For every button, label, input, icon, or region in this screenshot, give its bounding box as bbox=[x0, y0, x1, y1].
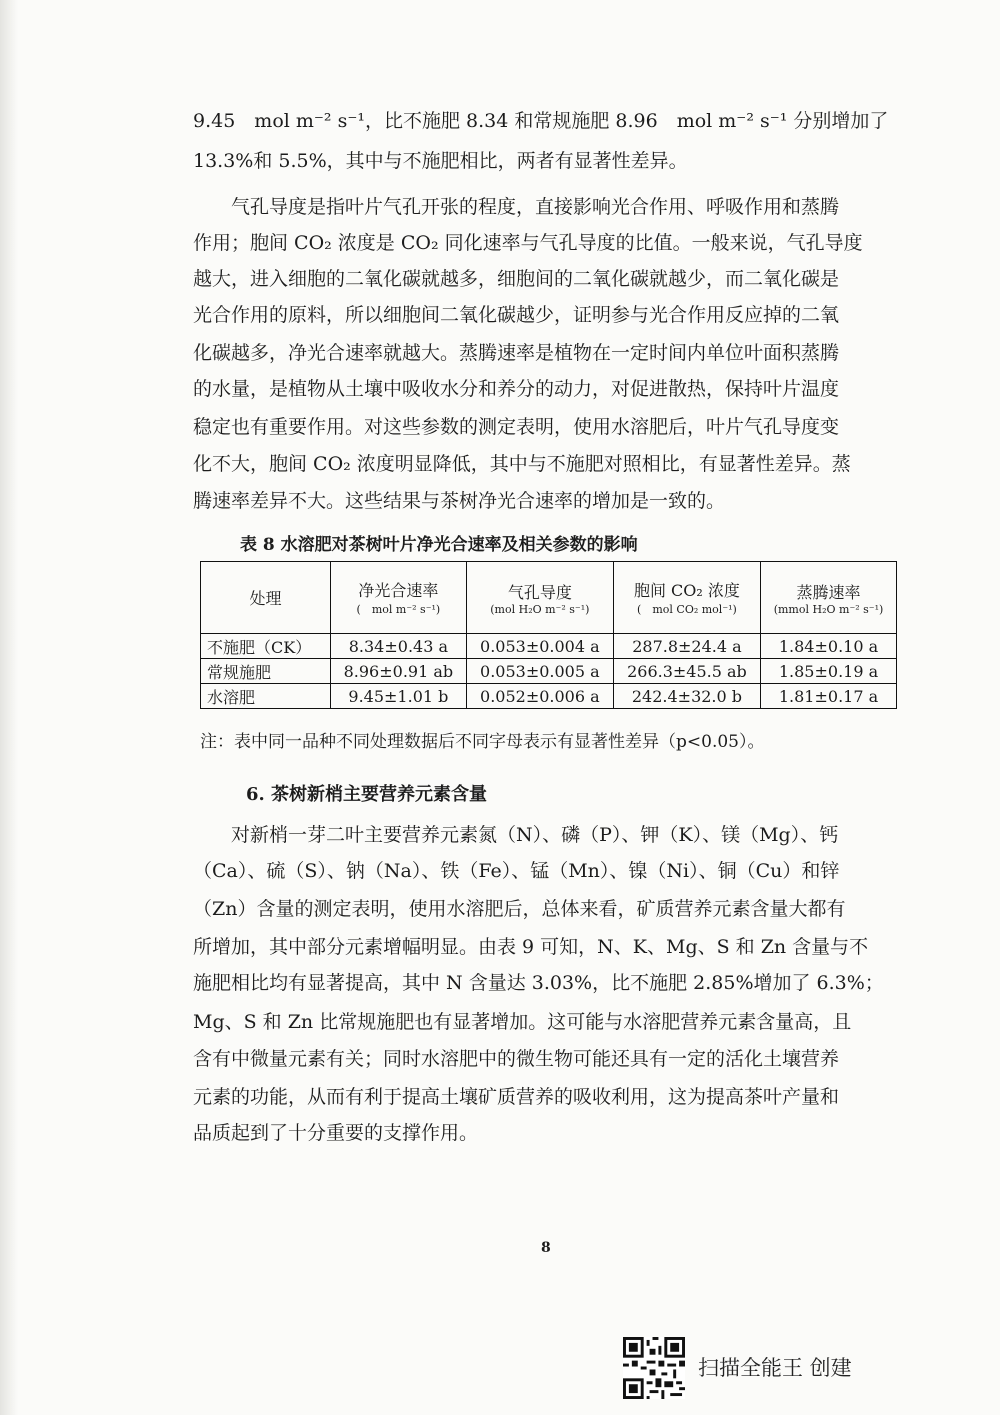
table-cell: 242.4±32.0 b bbox=[613, 684, 760, 709]
scanner-watermark: 扫描全能王 创建 bbox=[698, 1356, 852, 1380]
text-line: 化碳越多，净光合速率就越大。蒸腾速率是植物在一定时间内单位叶面积蒸腾 bbox=[193, 342, 840, 364]
section-heading: 6. 茶树新梢主要营养元素含量 bbox=[246, 784, 488, 805]
text-line: （Ca）、硫（S）、钠（Na）、铁（Fe）、锰（Mn）、镍（Ni）、铜（Cu）和锌 bbox=[193, 860, 840, 882]
table-cell: 不施肥（CK） bbox=[201, 634, 331, 659]
table-row bbox=[201, 634, 897, 659]
text-line: 所增加，其中部分元素增幅明显。由表 9 可知，N、K、Mg、S 和 Zn 含量与不 bbox=[193, 936, 869, 958]
header-label: 处理 bbox=[249, 589, 282, 608]
table-cell: 266.3±45.5 ab bbox=[613, 659, 760, 684]
header-label: 蒸腾速率 bbox=[796, 582, 861, 602]
text-line: 作用；胞间 CO₂ 浓度是 CO₂ 同化速率与气孔导度的比值。一般来说，气孔导度 bbox=[193, 232, 863, 254]
table-row bbox=[201, 659, 897, 684]
table-cell: 水溶肥 bbox=[201, 684, 331, 709]
text-line: 的水量，是植物从土壤中吸收水分和养分的动力，对促进散热，保持叶片温度 bbox=[193, 378, 840, 400]
table-caption: 表 8 水溶肥对茶树叶片净光合速率及相关参数的影响 bbox=[240, 535, 638, 555]
table-cell: 0.052±0.006 a bbox=[466, 684, 613, 709]
text-line: 品质起到了十分重要的支撑作用。 bbox=[193, 1122, 479, 1144]
table-cell: 9.45±1.01 b bbox=[330, 684, 466, 709]
text-line: （Zn）含量的测定表明，使用水溶肥后，总体来看，矿质营养元素含量大都有 bbox=[193, 898, 846, 920]
table-cell: 1.81±0.17 a bbox=[761, 684, 897, 709]
header-cell bbox=[330, 562, 466, 634]
header-unit: (mol H₂O m⁻² s⁻¹) bbox=[490, 602, 590, 616]
text-line: 腾速率差异不大。这些结果与茶树净光合速率的增加是一致的。 bbox=[193, 490, 726, 512]
text-line: 对新梢一芽二叶主要营养元素氮（N）、磷（P）、钾（K）、镁（Mg）、钙 bbox=[193, 824, 839, 846]
table-cell: 287.8±24.4 a bbox=[613, 634, 760, 659]
header-cell bbox=[613, 562, 760, 634]
table-note: 注：表中同一品种不同处理数据后不同字母表示有显著性差异（p<0.05）。 bbox=[200, 732, 765, 752]
header-cell bbox=[761, 562, 897, 634]
table-cell: 1.85±0.19 a bbox=[761, 659, 897, 684]
text-line: 化不大，胞间 CO₂ 浓度明显降低，其中与不施肥对照相比，有显著性差异。蒸 bbox=[193, 453, 851, 475]
table-cell: 0.053±0.004 a bbox=[466, 634, 613, 659]
text-line: 光合作用的原料，所以细胞间二氧化碳越少，证明参与光合作用反应掉的二氧 bbox=[193, 304, 840, 326]
table-cell: 常规施肥 bbox=[201, 659, 331, 684]
header-cell bbox=[466, 562, 613, 634]
text-line: 含有中微量元素有关；同时水溶肥中的微生物可能还具有一定的活化土壤营养 bbox=[193, 1048, 840, 1070]
table-header-row bbox=[201, 562, 897, 634]
text-line: 9.45 mol m⁻² s⁻¹，比不施肥 8.34 和常规施肥 8.96 mol m⁻² s⁻¹ 分别增加了 bbox=[193, 110, 889, 132]
text-line: 越大，进入细胞的二氧化碳就越多，细胞间的二氧化碳就越少，而二氧化碳是 bbox=[193, 268, 840, 290]
page-number: 8 bbox=[541, 1240, 551, 1256]
text-line: 施肥相比均有显著提高，其中 N 含量达 3.03%，比不施肥 2.85%增加了 6.3%； bbox=[193, 972, 884, 994]
text-line: 气孔导度是指叶片气孔开张的程度，直接影响光合作用、呼吸作用和蒸腾 bbox=[193, 196, 840, 218]
text-line: 元素的功能，从而有利于提高土壤矿质营养的吸收利用，这为提高茶叶产量和 bbox=[193, 1086, 840, 1108]
header-unit: (mmol H₂O m⁻² s⁻¹) bbox=[773, 602, 884, 616]
table-cell: 0.053±0.005 a bbox=[466, 659, 613, 684]
text-line: 13.3%和 5.5%，其中与不施肥相比，两者有显著性差异。 bbox=[193, 150, 688, 172]
scan-edge-shadow bbox=[0, 0, 18, 1415]
header-label: 气孔导度 bbox=[507, 582, 572, 602]
header-cell bbox=[201, 562, 331, 634]
text-line: 稳定也有重要作用。对这些参数的测定表明，使用水溶肥后，叶片气孔导度变 bbox=[193, 416, 840, 438]
header-unit: ( mol CO₂ mol⁻¹) bbox=[637, 603, 737, 616]
header-unit: ( mol m⁻² s⁻¹) bbox=[356, 603, 441, 616]
header-label: 净光合速率 bbox=[358, 581, 439, 600]
table-cell: 8.34±0.43 a bbox=[330, 634, 466, 659]
header-label: 胞间 CO₂ 浓度 bbox=[633, 581, 740, 600]
table-row bbox=[201, 684, 897, 709]
table-cell: 8.96±0.91 ab bbox=[330, 659, 466, 684]
data-table bbox=[200, 561, 897, 709]
text-line: Mg、S 和 Zn 比常规施肥也有显著增加。这可能与水溶肥营养元素含量高，且 bbox=[193, 1011, 852, 1033]
table-cell: 1.84±0.10 a bbox=[761, 634, 897, 659]
qr-code-icon bbox=[623, 1337, 685, 1399]
